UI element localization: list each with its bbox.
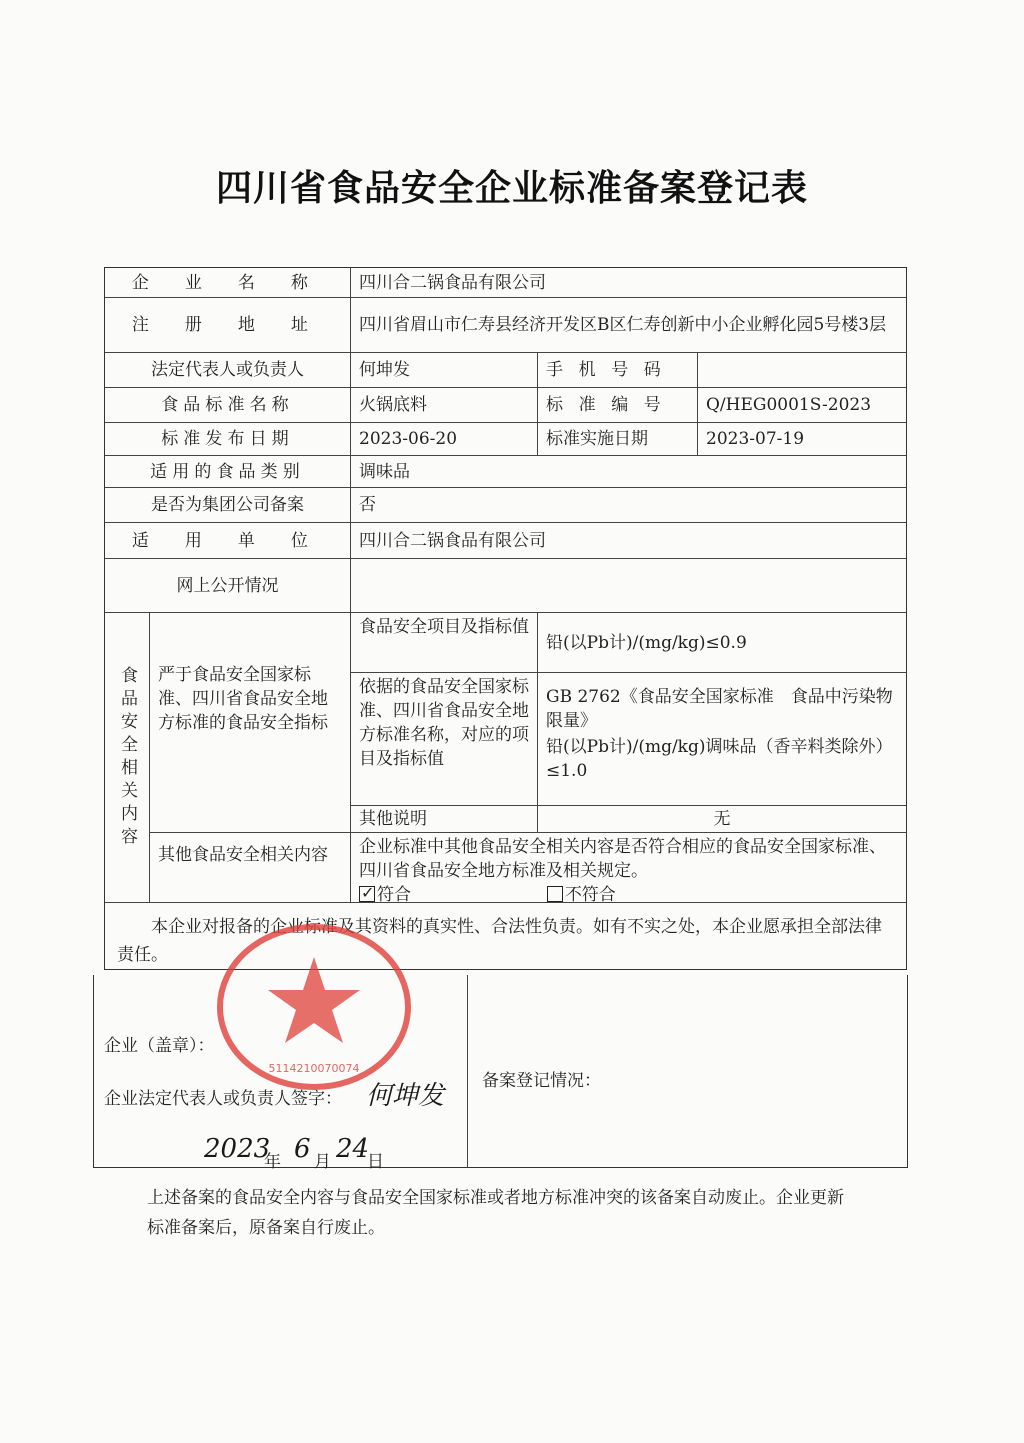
publish-date-value: 2023-06-20 — [351, 423, 538, 456]
date-month: 6 — [294, 1134, 311, 1164]
implement-date-label: 标准实施日期 — [538, 423, 698, 456]
standard-number-label: 标 准 编 号 — [538, 388, 698, 423]
standard-name-label: 食品标准名称 — [105, 388, 351, 423]
company-value: 四川合二锅食品有限公司 — [351, 268, 906, 298]
date-day: 24 — [336, 1134, 370, 1164]
nonconform-label: 不符合 — [564, 885, 616, 905]
other-note-label: 其他说明 — [351, 806, 538, 833]
safety-side-label: 食品安全相关内容 — [105, 613, 150, 903]
conform-label: 符合 — [377, 885, 411, 905]
date-year: 2023 — [204, 1134, 271, 1164]
online-disclosure-value — [351, 559, 906, 613]
applicable-unit-value: 四川合二锅食品有限公司 — [351, 523, 906, 559]
company-label: 企 业 名 称 — [105, 268, 351, 298]
other-content-text: 企业标准中其他食品安全相关内容是否符合相应的食品安全国家标准、四川省食品安全地方标准及相关规定。 — [359, 837, 886, 881]
other-content-label: 其他食品安全相关内容 — [150, 833, 351, 903]
group-filing-label: 是否为集团公司备案 — [105, 488, 351, 523]
declaration-text: 本企业对报备的企业标准及其资料的真实性、合法性负责。如有不实之处，本企业愿承担全部法律责任。 — [117, 917, 882, 965]
address-label: 注 册 地 址 — [105, 298, 351, 353]
svg-text:5114210070074: 5114210070074 — [268, 1062, 360, 1075]
item-value: 铅(以Pb计)/(mg/kg)≤0.9 — [538, 613, 906, 673]
food-category-label: 适用的食品类别 — [105, 456, 351, 488]
legal-rep-label: 法定代表人或负责人 — [105, 353, 351, 388]
registration-form — [104, 267, 907, 970]
standard-number-value: Q/HEG0001S-2023 — [698, 388, 906, 423]
other-content-value — [351, 833, 906, 903]
seal-label: 企业（盖章）： — [104, 1036, 215, 1056]
date-day-unit: 日 — [367, 1152, 384, 1172]
signature: 何坤发 — [366, 1081, 445, 1111]
footnote: 上述备案的食品安全内容与食品安全国家标准或者地方标准冲突的该备案自动废止。企业更新标准备案后，原备案自行废止。 — [147, 1188, 844, 1238]
strict-indicators-label: 严于食品安全国家标准、四川省食品安全地方标准的食品安全指标 — [150, 613, 351, 833]
legal-rep-value: 何坤发 — [351, 353, 538, 388]
registration-status-label: 备案登记情况： — [482, 1071, 601, 1091]
date-year-unit: 年 — [264, 1152, 281, 1172]
food-category-value: 调味品 — [351, 456, 906, 488]
other-note-value: 无 — [538, 806, 906, 833]
applicable-unit-label: 适 用 单 位 — [105, 523, 351, 559]
standard-name-value: 火锅底料 — [351, 388, 538, 423]
publish-date-label: 标准发布日期 — [105, 423, 351, 456]
basis-standard: GB 2762《食品安全国家标准 食品中污染物限量》 — [546, 687, 893, 731]
representative-signature-label: 企业法定代表人或负责人签字： — [104, 1089, 342, 1109]
group-filing-value: 否 — [351, 488, 906, 523]
phone-value — [698, 353, 906, 388]
basis-limit: 铅(以Pb计)/(mg/kg)调味品（香辛料类除外）≤1.0 — [546, 737, 893, 781]
phone-label: 手 机 号 码 — [538, 353, 698, 388]
company-seal-stamp — [214, 922, 414, 1092]
basis-label: 依据的食品安全国家标准、四川省食品安全地方标准名称，对应的项目及指标值 — [351, 673, 538, 806]
implement-date-value: 2023-07-19 — [698, 423, 906, 456]
item-label: 食品安全项目及指标值 — [351, 613, 538, 673]
basis-value — [538, 673, 906, 806]
check-icon: ✓ — [361, 883, 375, 902]
online-disclosure-label: 网上公开情况 — [105, 559, 351, 613]
nonconform-checkbox[interactable] — [547, 886, 563, 902]
page-title: 四川省食品安全企业标准备案登记表 — [215, 168, 808, 209]
address-value: 四川省眉山市仁寿县经济开发区B区仁寿创新中小企业孵化园5号楼3层 — [351, 298, 906, 353]
date-month-unit: 月 — [314, 1152, 331, 1172]
signature-divider — [467, 975, 468, 1167]
conform-checkbox[interactable] — [359, 883, 375, 902]
